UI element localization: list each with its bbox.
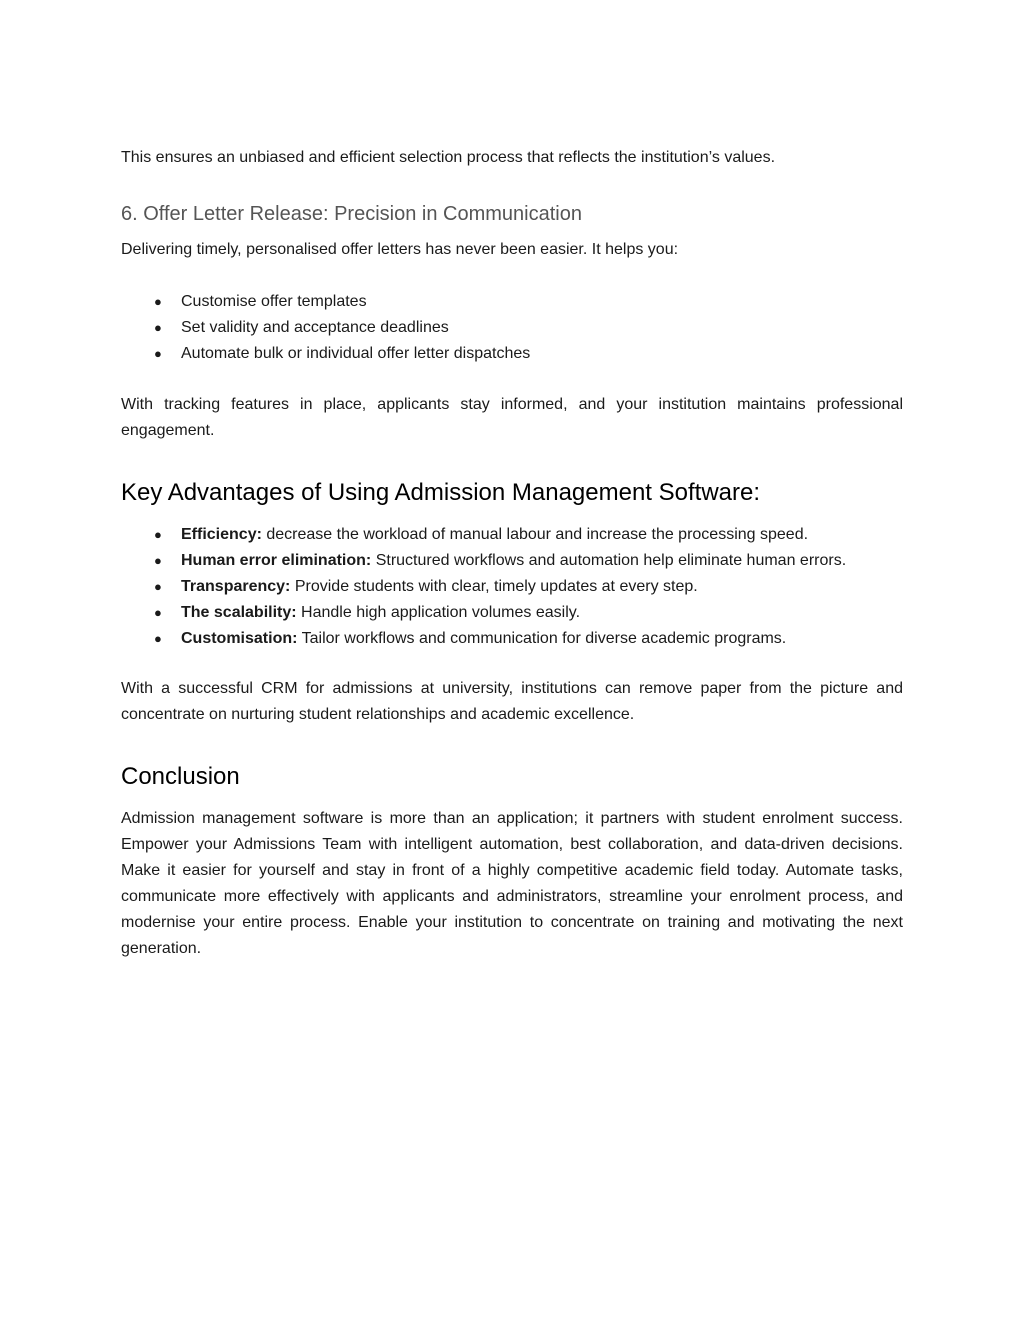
advantage-term: Efficiency:	[181, 526, 262, 543]
list-item-text: Set validity and acceptance deadlines	[181, 319, 449, 336]
bullet-icon: ●	[154, 553, 162, 568]
advantage-text: Handle high application volumes easily.	[296, 604, 581, 621]
advantage-text: Tailor workflows and communication for diverse academic programs.	[297, 630, 787, 647]
list-item	[121, 315, 903, 341]
bullet-icon: ●	[154, 294, 162, 309]
offer-letter-closing: With tracking features in place, applicants stay informed, and your institution maintains professional engagement.	[121, 396, 903, 439]
bullet-icon: ●	[154, 346, 162, 361]
bullet-icon: ●	[154, 605, 162, 620]
list-item	[121, 289, 903, 315]
offer-letter-list	[121, 289, 903, 367]
offer-letter-heading: 6. Offer Letter Release: Precision in Communication	[121, 203, 582, 225]
conclusion-paragraph: Admission management software is more than an application; it partners with student enrolment success. Empower your Admissions Team with intelligent automation, best collaboration, and data-driven decisions. Make it easier for yourself and stay in front of a highly competitive academic field today. Automate tasks, communicate more effectively with applicants and administrators, streamline your enrolment process, and modernise your entire process. Enable your institution to concentrate on training and motivating the next generation.	[121, 810, 903, 957]
advantage-text: Provide students with clear, timely updates at every step.	[290, 578, 698, 595]
bullet-icon: ●	[154, 579, 162, 594]
conclusion-heading: Conclusion	[121, 763, 240, 790]
offer-letter-lead: Delivering timely, personalised offer letters has never been easier. It helps you:	[121, 241, 679, 258]
advantage-term: Customisation:	[181, 630, 298, 647]
advantages-list	[121, 522, 903, 652]
intro-paragraph: This ensures an unbiased and efficient selection process that reflects the institution’s values.	[121, 149, 776, 166]
list-item	[121, 548, 903, 574]
list-item	[121, 522, 903, 548]
list-item-text: Automate bulk or individual offer letter dispatches	[181, 345, 531, 362]
advantages-closing: With a successful CRM for admissions at university, institutions can remove paper from the picture and concentrate on nurturing student relationships and academic excellence.	[121, 680, 903, 723]
advantage-text: Structured workflows and automation help eliminate human errors.	[371, 552, 847, 569]
list-item	[121, 341, 903, 367]
advantage-term: Transparency:	[181, 578, 291, 595]
advantage-term: The scalability:	[181, 604, 297, 621]
bullet-icon: ●	[154, 631, 162, 646]
list-item	[121, 600, 903, 626]
list-item-text: Customise offer templates	[181, 293, 367, 310]
bullet-icon: ●	[154, 527, 162, 542]
advantage-term: Human error elimination:	[181, 552, 372, 569]
advantage-text: decrease the workload of manual labour and increase the processing speed.	[261, 526, 809, 543]
bullet-icon: ●	[154, 320, 162, 335]
advantages-heading: Key Advantages of Using Admission Management Software:	[121, 479, 761, 506]
list-item	[121, 626, 903, 652]
list-item	[121, 574, 903, 600]
